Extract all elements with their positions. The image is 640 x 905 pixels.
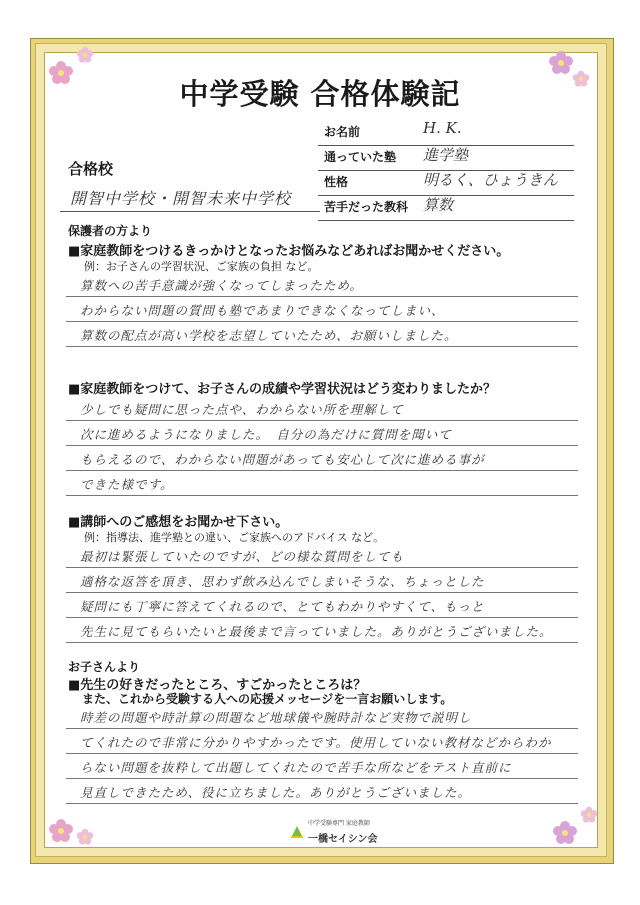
answer-1 <box>66 272 578 347</box>
child-heading: お子さんより <box>68 660 141 674</box>
weak-subject-row <box>318 195 574 221</box>
answer-line: 時差の問題や時計算の問題など地球儀や腕時計など実物で説明し <box>66 704 578 729</box>
school-heading: 合格校 <box>68 160 114 178</box>
answer-3 <box>66 543 578 643</box>
answer-line: 最初は緊張していたのですが、どの様な質問をしても <box>66 543 578 568</box>
answer-line: できた様です。 <box>66 471 578 496</box>
answer-2 <box>66 396 578 496</box>
answer-line: てくれたので非常に分かりやすかったです。使用していない教材などからわか <box>66 729 578 754</box>
parents-heading: 保護者の方より <box>68 224 153 238</box>
question-3: ■講師へのご感想をお聞かせ下さい。 <box>68 515 289 530</box>
answer-line: 算数の配点が高い学校を志望していたため、お願いしました。 <box>66 322 578 347</box>
answer-line: わからない問題の質問も塾であまりできなくなってしまい、 <box>66 297 578 322</box>
company-logo <box>290 818 386 848</box>
answer-4 <box>66 704 578 804</box>
juku-row <box>318 145 574 171</box>
answer-line: 先生に見てもらいたいと最後まで言っていました。ありがとうございました。 <box>66 618 578 643</box>
question-3-example: 例：指導法、進学塾との違い、ご家族へのアドバイス など。 <box>84 531 385 544</box>
flower-icon <box>76 828 94 846</box>
name-value: H. K. <box>423 119 462 137</box>
name-row <box>318 120 574 146</box>
question-4: ■先生の好きだったところ、すごかったところは？ <box>68 678 367 693</box>
flower-icon <box>580 806 598 824</box>
answer-line: 少しでも疑問に思った点や、わからない所を理解して <box>66 396 578 421</box>
personality-label: 性格 <box>324 175 349 189</box>
logo-tagline: 中学受験専門 家庭教師 <box>308 820 370 827</box>
answer-line: 適格な返答を頂き、思わず飲み込んでしまいそうな、ちょっとした <box>66 568 578 593</box>
personality-row <box>318 170 574 196</box>
juku-label: 通っていた塾 <box>324 150 397 164</box>
question-4-sub: また、これから受験する人への応援メッセージを一言お願いします。 <box>82 692 453 706</box>
answer-line: 見直しできたため、役に立ちました。ありがとうございました。 <box>66 779 578 804</box>
weak-subject-label: 苦手だった教科 <box>324 200 409 214</box>
weak-subject-value: 算数 <box>423 196 454 214</box>
answer-line: 疑問にも丁寧に答えてくれるので、とてもわかりやすくて、もっと <box>66 593 578 618</box>
page-title: 中学受験 合格体験記 <box>179 77 461 111</box>
question-1: ■家庭教師をつけるきっかけとなったお悩みなどあればお聞かせください。 <box>68 244 510 259</box>
flower-icon <box>48 818 74 844</box>
answer-line: 次に進めるようになりました。 自分の為だけに質問を聞いて <box>66 421 578 446</box>
school-name: 開智中学校・開智未来中学校 <box>70 189 292 208</box>
personality-value: 明るく、ひょうきん <box>423 171 558 189</box>
school-line <box>60 186 320 212</box>
answer-line: 算数への苦手意識が強くなってしまったため。 <box>66 272 578 297</box>
answer-line: もらえるので、わからない問題があっても安心して次に進める事が <box>66 446 578 471</box>
flower-icon <box>76 46 94 64</box>
answer-line: らない問題を抜粋して出題してくれたので苦手な所などをテスト直前に <box>66 754 578 779</box>
flower-icon <box>552 820 578 846</box>
juku-value: 進学塾 <box>423 146 469 164</box>
leaf-icon <box>290 824 304 838</box>
name-label: お名前 <box>324 125 361 139</box>
question-1-example: 例：お子さんの学習状況、ご家族の負担 など。 <box>84 260 319 273</box>
logo-name: 一橋セイシン会 <box>308 834 378 845</box>
question-2: ■家庭教師をつけて、お子さんの成績や学習状況はどう変わりましたか？ <box>68 382 497 397</box>
